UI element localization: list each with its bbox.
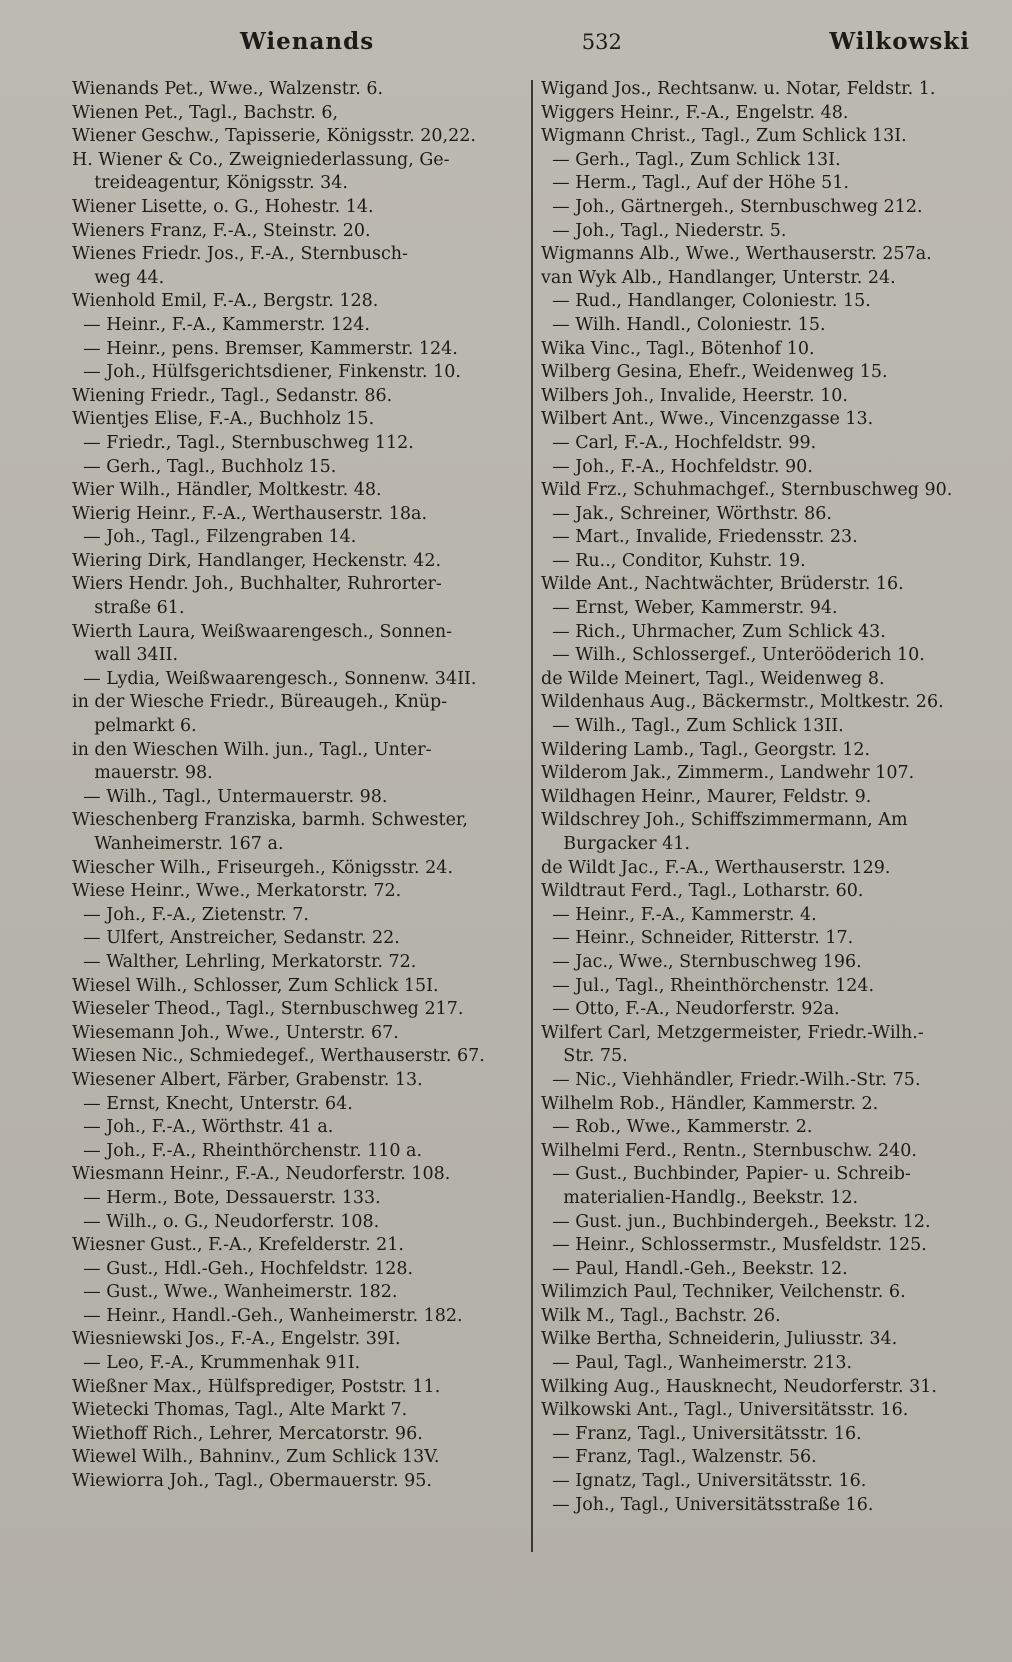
- directory-entry-line: Wiethoff Rich., Lehrer, Mercatorstr. 96.: [72, 1423, 423, 1444]
- directory-entry-line: — Joh., F.-A., Wörthstr. 41 a.: [72, 1117, 334, 1138]
- directory-entry-line: — Walther, Lehrling, Merkatorstr. 72.: [72, 951, 417, 972]
- directory-entry-line: — Gust. jun., Buchbindergeh., Beekstr. 12.: [541, 1211, 931, 1232]
- directory-entry-line: Wilking Aug., Hausknecht, Neudorferstr. 31.: [541, 1376, 937, 1397]
- directory-entry-line: — Joh., F.-A., Rheinthörchenstr. 110 a.: [72, 1140, 423, 1161]
- page-number: 532: [581, 30, 622, 54]
- directory-entry-line: Wiener Lisette, o. G., Hohestr. 14.: [72, 196, 374, 217]
- directory-entry-line: mauerstr. 98.: [72, 763, 213, 784]
- directory-entry-line: Wildtraut Ferd., Tagl., Lotharstr. 60.: [541, 881, 864, 902]
- directory-entry-line: — Wilh. Handl., Coloniestr. 15.: [541, 314, 826, 335]
- directory-entry-line: — Gust., Buchbinder, Papier- u. Schreib-: [541, 1164, 911, 1185]
- directory-entry-line: — Friedr., Tagl., Sternbuschweg 112.: [72, 432, 414, 453]
- directory-entry-line: pelmarkt 6.: [72, 716, 197, 737]
- directory-entry-line: — Heinr., Handl.-Geh., Wanheimerstr. 182.: [72, 1305, 463, 1326]
- directory-entry-line: — Rud., Handlanger, Coloniestr. 15.: [541, 291, 871, 312]
- directory-entry-line: Wienes Friedr. Jos., F.-A., Sternbusch-: [72, 244, 408, 265]
- directory-entry-line: Wiering Dirk, Handlanger, Heckenstr. 42.: [72, 550, 442, 571]
- header-left-keyword: Wienands: [240, 28, 375, 55]
- directory-entry-line: Wildhagen Heinr., Maurer, Feldstr. 9.: [541, 786, 872, 807]
- directory-entry-line: Wiese Heinr., Wwe., Merkatorstr. 72.: [72, 881, 402, 902]
- directory-entry-line: H. Wiener & Co., Zweigniederlassung, Ge-: [72, 149, 450, 170]
- directory-entry-line: wall 34II.: [72, 645, 179, 666]
- directory-entry-line: — Ulfert, Anstreicher, Sedanstr. 22.: [72, 928, 400, 949]
- directory-entry-line: Wilimzich Paul, Techniker, Veilchenstr. 6.: [541, 1282, 906, 1303]
- directory-entry-line: straße 61.: [72, 598, 185, 619]
- directory-entry-line: — Gust., Wwe., Wanheimerstr. 182.: [72, 1282, 398, 1303]
- directory-entry-line: weg 44.: [72, 267, 165, 288]
- directory-entry-line: — Ernst, Knecht, Unterstr. 64.: [72, 1093, 353, 1114]
- directory-entry-line: — Joh., Tagl., Niederstr. 5.: [541, 220, 787, 241]
- directory-entry-line: Wildenhaus Aug., Bäckermstr., Moltkestr. 26.: [541, 692, 944, 713]
- directory-entry-line: Wanheimerstr. 167 a.: [72, 834, 284, 854]
- directory-entry-line: Str. 75.: [541, 1046, 628, 1067]
- directory-entry-line: Wiesner Gust., F.-A., Krefelderstr. 21.: [72, 1235, 404, 1256]
- directory-entry-line: — Ru.., Conditor, Kuhstr. 19.: [541, 550, 806, 571]
- directory-entry-line: — Herm., Bote, Dessauerstr. 133.: [72, 1187, 381, 1208]
- directory-entry-line: de Wilde Meinert, Tagl., Weidenweg 8.: [541, 668, 885, 689]
- directory-entry-line: — Leo, F.-A., Krummenhak 91I.: [72, 1353, 361, 1374]
- directory-entry-line: Wika Vinc., Tagl., Bötenhof 10.: [541, 338, 815, 359]
- directory-entry-line: — Jak., Schreiner, Wörthstr. 86.: [541, 503, 832, 524]
- directory-entry-line: Wießner Max., Hülfsprediger, Poststr. 11.: [72, 1376, 441, 1397]
- directory-entry-line: Wilfert Carl, Metzgermeister, Friedr.-Wilh.-: [541, 1022, 924, 1043]
- directory-entry-line: — Paul, Handl.-Geh., Beekstr. 12.: [541, 1258, 848, 1279]
- directory-entry-line: — Joh., Tagl., Universitätsstraße 16.: [541, 1494, 874, 1515]
- column-divider: [531, 80, 533, 1552]
- directory-entry-line: — Lydia, Weißwaarengesch., Sonnenw. 34II.: [72, 668, 477, 689]
- directory-entry-line: Wiewiorra Joh., Tagl., Obermauerstr. 95.: [72, 1471, 432, 1492]
- directory-entry-line: Wiener Geschw., Tapisserie, Königsstr. 20,22.: [72, 126, 476, 147]
- directory-entry-line: Wilkowski Ant., Tagl., Universitätsstr. 16.: [541, 1400, 909, 1421]
- directory-entry-line: Wientjes Elise, F.-A., Buchholz 15.: [72, 409, 375, 430]
- directory-entry-line: — Herm., Tagl., Auf der Höhe 51.: [541, 173, 849, 194]
- directory-entry-line: — Nic., Viehhändler, Friedr.-Wilh.-Str. 75.: [541, 1069, 921, 1090]
- directory-entry-line: Wilhelm Rob., Händler, Kammerstr. 2.: [541, 1093, 879, 1114]
- directory-entry-line: Wildering Lamb., Tagl., Georgstr. 12.: [541, 739, 871, 760]
- directory-entry-line: van Wyk Alb., Handlanger, Unterstr. 24.: [541, 267, 896, 288]
- directory-entry-line: — Gust., Hdl.-Geh., Hochfeldstr. 128.: [72, 1258, 414, 1279]
- directory-entry-line: Wigand Jos., Rechtsanw. u. Notar, Feldstr. 1.: [541, 79, 936, 99]
- directory-entry-line: Wiers Hendr. Joh., Buchhalter, Ruhrorter-: [72, 574, 442, 595]
- directory-entry-line: — Joh., F.-A., Zietenstr. 7.: [72, 904, 309, 925]
- directory-entry-line: — Paul, Tagl., Wanheimerstr. 213.: [541, 1353, 853, 1374]
- page-header: [72, 28, 992, 78]
- directory-entry-line: — Heinr., F.-A., Kammerstr. 4.: [541, 904, 817, 925]
- directory-entry-line: Wiewel Wilh., Bahninv., Zum Schlick 13V.: [72, 1447, 440, 1468]
- directory-entry-line: Wienen Pet., Tagl., Bachstr. 6,: [72, 102, 339, 123]
- directory-entry-line: de Wildt Jac., F.-A., Werthauserstr. 129.: [541, 857, 891, 878]
- directory-entry-line: Wiesener Albert, Färber, Grabenstr. 13.: [72, 1069, 423, 1090]
- directory-entry-line: — Wilh., Tagl., Zum Schlick 13II.: [541, 716, 844, 737]
- directory-entry-line: — Otto, F.-A., Neudorferstr. 92a.: [541, 999, 840, 1020]
- directory-entry-line: treideagentur, Königsstr. 34.: [72, 173, 348, 194]
- left-column: [72, 78, 531, 1552]
- directory-entry-line: Wiesmann Heinr., F.-A., Neudorferstr. 108.: [72, 1164, 451, 1185]
- columns: [72, 78, 992, 1552]
- directory-entry-line: Wietecki Thomas, Tagl., Alte Markt 7.: [72, 1400, 408, 1421]
- directory-entry-line: — Joh., F.-A., Hochfeldstr. 90.: [541, 456, 813, 477]
- directory-entry-line: — Mart., Invalide, Friedensstr. 23.: [541, 527, 858, 548]
- directory-entry-line: — Jac., Wwe., Sternbuschweg 196.: [541, 951, 862, 972]
- directory-entry-line: Wilberg Gesina, Ehefr., Weidenweg 15.: [541, 362, 888, 383]
- directory-entry-line: Wilk M., Tagl., Bachstr. 26.: [541, 1305, 781, 1326]
- directory-entry-line: Wilbers Joh., Invalide, Heerstr. 10.: [541, 385, 848, 406]
- directory-entry-line: — Joh., Gärtnergeh., Sternbuschweg 212.: [541, 196, 923, 217]
- directory-entry-line: — Wilh., Schlossergef., Unterööderich 10.: [541, 645, 925, 666]
- directory-entry-line: Wiesemann Joh., Wwe., Unterstr. 67.: [72, 1022, 399, 1043]
- directory-entry-line: Wienands Pet., Wwe., Walzenstr. 6.: [72, 79, 384, 99]
- directory-entry-line: Wigmanns Alb., Wwe., Werthauserstr. 257a.: [541, 244, 932, 265]
- directory-entry-line: — Heinr., pens. Bremser, Kammerstr. 124.: [72, 338, 458, 359]
- directory-entry-line: — Wilh., Tagl., Untermauerstr. 98.: [72, 786, 388, 807]
- directory-entry-line: Wierth Laura, Weißwaarengesch., Sonnen-: [72, 621, 453, 642]
- directory-entry-line: — Heinr., Schlossermstr., Musfeldstr. 125.: [541, 1235, 927, 1256]
- directory-entry-line: Wierig Heinr., F.-A., Werthauserstr. 18a.: [72, 503, 428, 524]
- directory-entry-line: — Rob., Wwe., Kammerstr. 2.: [541, 1117, 813, 1138]
- directory-entry-line: Wilbert Ant., Wwe., Vincenzgasse 13.: [541, 409, 874, 430]
- directory-entry-line: Wilde Ant., Nachtwächter, Brüderstr. 16.: [541, 574, 904, 595]
- directory-entry-line: Wiggers Heinr., F.-A., Engelstr. 48.: [541, 102, 849, 123]
- directory-entry-line: — Franz, Tagl., Walzenstr. 56.: [541, 1447, 817, 1468]
- directory-entry-line: Wildschrey Joh., Schiffszimmermann, Am: [541, 810, 908, 831]
- directory-entry-line: — Joh., Hülfsgerichtsdiener, Finkenstr. 10.: [72, 362, 461, 383]
- directory-entry-line: Wier Wilh., Händler, Moltkestr. 48.: [72, 480, 382, 501]
- header-right-keyword: Wilkowski: [829, 28, 970, 55]
- directory-entry-line: — Joh., Tagl., Filzengraben 14.: [72, 527, 357, 548]
- directory-entry-line: Wiesen Nic., Schmiedegef., Werthauserstr. 67.: [72, 1046, 485, 1067]
- directory-entry-line: — Heinr., Schneider, Ritterstr. 17.: [541, 928, 854, 949]
- directory-entry-line: — Carl, F.-A., Hochfeldstr. 99.: [541, 432, 817, 453]
- directory-entry-line: Wiening Friedr., Tagl., Sedanstr. 86.: [72, 385, 393, 406]
- directory-entry-line: Wieners Franz, F.-A., Steinstr. 20.: [72, 220, 371, 241]
- directory-entry-line: — Jul., Tagl., Rheinthörchenstr. 124.: [541, 975, 875, 996]
- directory-entry-line: — Wilh., o. G., Neudorferstr. 108.: [72, 1211, 380, 1232]
- right-column: [539, 78, 992, 1552]
- directory-entry-line: — Ernst, Weber, Kammerstr. 94.: [541, 598, 838, 619]
- directory-entry-line: Wilderom Jak., Zimmerm., Landwehr 107.: [541, 763, 915, 784]
- directory-entry-line: in der Wiesche Friedr., Büreaugeh., Knüp-: [72, 692, 448, 713]
- directory-entry-line: Wilke Bertha, Schneiderin, Juliusstr. 34.: [541, 1329, 898, 1350]
- directory-entry-line: — Heinr., F.-A., Kammerstr. 124.: [72, 314, 370, 335]
- directory-entry-line: Wiescher Wilh., Friseurgeh., Königsstr. 24.: [72, 857, 454, 878]
- directory-entry-line: Wigmann Christ., Tagl., Zum Schlick 13I.: [541, 126, 907, 147]
- directory-entry-line: — Gerh., Tagl., Buchholz 15.: [72, 456, 337, 477]
- directory-entry-line: — Gerh., Tagl., Zum Schlick 13I.: [541, 149, 841, 170]
- directory-entry-line: in den Wieschen Wilh. jun., Tagl., Unter-: [72, 739, 432, 760]
- directory-entry-line: Burgacker 41.: [541, 834, 690, 854]
- directory-entry-line: Wieschenberg Franziska, barmh. Schwester,: [72, 810, 468, 831]
- directory-entry-line: Wiesniewski Jos., F.-A., Engelstr. 39I.: [72, 1329, 401, 1350]
- directory-entry-line: Wilhelmi Ferd., Rentn., Sternbuschw. 240.: [541, 1140, 917, 1161]
- directory-entry-line: Wienhold Emil, F.-A., Bergstr. 128.: [72, 291, 379, 312]
- directory-entry-line: — Franz, Tagl., Universitätsstr. 16.: [541, 1423, 862, 1444]
- directory-entry-line: materialien-Handlg., Beekstr. 12.: [541, 1187, 859, 1208]
- directory-entry-line: Wieseler Theod., Tagl., Sternbuschweg 217.: [72, 999, 464, 1020]
- directory-entry-line: Wiesel Wilh., Schlosser, Zum Schlick 15I.: [72, 975, 439, 996]
- directory-entry-line: Wild Frz., Schuhmachgef., Sternbuschweg 90.: [541, 480, 953, 501]
- directory-entry-line: — Rich., Uhrmacher, Zum Schlick 43.: [541, 621, 886, 642]
- directory-entry-line: — Ignatz, Tagl., Universitätsstr. 16.: [541, 1471, 867, 1492]
